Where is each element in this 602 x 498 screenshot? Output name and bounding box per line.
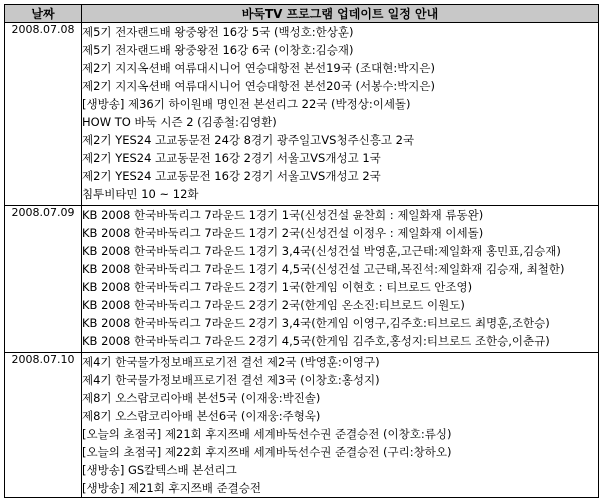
- date-cell: 2008.07.08: [5, 23, 82, 206]
- program-item: [오늘의 초점국] 제22회 후지쯔배 세계바둑선수권 준결승전 (구리:창하오): [82, 445, 452, 459]
- date-group-row: [5, 206, 599, 353]
- program-item: 제2기 지지옥션배 여류대시니어 연승대항전 본선20국 (서봉수:박지은): [82, 79, 436, 93]
- program-item: KB 2008 한국바둑리그 7라운드 2경기 4,5국(한게임 김주호,홍성지:티브로드 조한승,이춘규): [82, 334, 550, 348]
- program-item: [생방송] GS칼텍스배 본선리그: [82, 463, 237, 477]
- program-item: HOW TO 바둑 시즌 2 (김종철:김영환): [82, 115, 277, 129]
- header-row: [5, 5, 599, 23]
- program-item: 제8기 오스람코리아배 본선5국 (이재웅:박진솔): [82, 391, 321, 405]
- program-item: 침투비타민 10 ~ 12화: [82, 187, 199, 201]
- program-item: 제2기 YES24 고교동문전 24강 8경기 광주일고VS청주신흥고 2국: [82, 133, 415, 147]
- program-item: [생방송] 제21회 후지쯔배 준결승전: [82, 481, 261, 495]
- program-item: KB 2008 한국바둑리그 7라운드 1경기 1국(신성건설 윤찬희 : 제일화재 류동완): [82, 208, 484, 222]
- program-item: 제2기 지지옥션배 여류대시니어 연승대항전 본선19국 (조대현:박지은): [82, 61, 436, 75]
- program-item: 제4기 한국물가정보배프로기전 결선 제3국 (이창호:홍성지): [82, 373, 380, 387]
- schedule-body: [5, 23, 599, 498]
- program-item: KB 2008 한국바둑리그 7라운드 2경기 3,4국(한게임 이영구,김주호:티브로드 최명훈,조한승): [82, 316, 550, 330]
- program-item: KB 2008 한국바둑리그 7라운드 1경기 4,5국(신성건설 고근태,목진석:제일화재 김승재, 최철한): [82, 262, 565, 276]
- program-item: 제5기 전자랜드배 왕중왕전 16강 6국 (이창호:김승재): [82, 43, 354, 57]
- program-list: [82, 23, 599, 206]
- program-item: 제5기 전자랜드배 왕중왕전 16강 5국 (백성호:한상훈): [82, 25, 354, 39]
- date-cell: 2008.07.09: [5, 206, 82, 353]
- program-list: [82, 206, 599, 353]
- date-column-header: 날짜: [5, 5, 82, 23]
- program-item: 제2기 YES24 고교동문전 16강 2경기 서울고VS개성고 2국: [82, 169, 381, 183]
- program-list: [82, 353, 599, 498]
- program-item: KB 2008 한국바둑리그 7라운드 2경기 1국(한게임 이현호 : 티브로드 안조영): [82, 280, 473, 294]
- date-group-row: [5, 23, 599, 206]
- date-group-row: [5, 353, 599, 498]
- program-item: [생방송] 제36기 하이원배 명인전 본선리그 22국 (박정상:이세돌): [82, 97, 411, 111]
- program-item: 제4기 한국물가정보배프로기전 결선 제2국 (박영훈:이영구): [82, 355, 380, 369]
- program-item: 제2기 YES24 고교동문전 16강 2경기 서울고VS개성고 1국: [82, 151, 381, 165]
- program-item: KB 2008 한국바둑리그 7라운드 1경기 3,4국(신성건설 박영훈,고근태:제일화재 홍민표,김승재): [82, 244, 561, 258]
- program-item: KB 2008 한국바둑리그 7라운드 2경기 2국(한게임 온소진:티브로드 이원도): [82, 298, 465, 312]
- schedule-title-header: 바둑TV 프로그램 업데이트 일정 안내: [82, 5, 599, 23]
- program-item: KB 2008 한국바둑리그 7라운드 1경기 2국(신성건설 이정우 : 제일화재 이세돌): [82, 226, 484, 240]
- date-cell: 2008.07.10: [5, 353, 82, 498]
- program-item: 제8기 오스람코리아배 본선6국 (이재웅:주형욱): [82, 409, 321, 423]
- schedule-table: [4, 4, 599, 498]
- program-item: [오늘의 초점국] 제21회 후지쯔배 세계바둑선수권 준결승전 (이창호:류싱): [82, 427, 452, 441]
